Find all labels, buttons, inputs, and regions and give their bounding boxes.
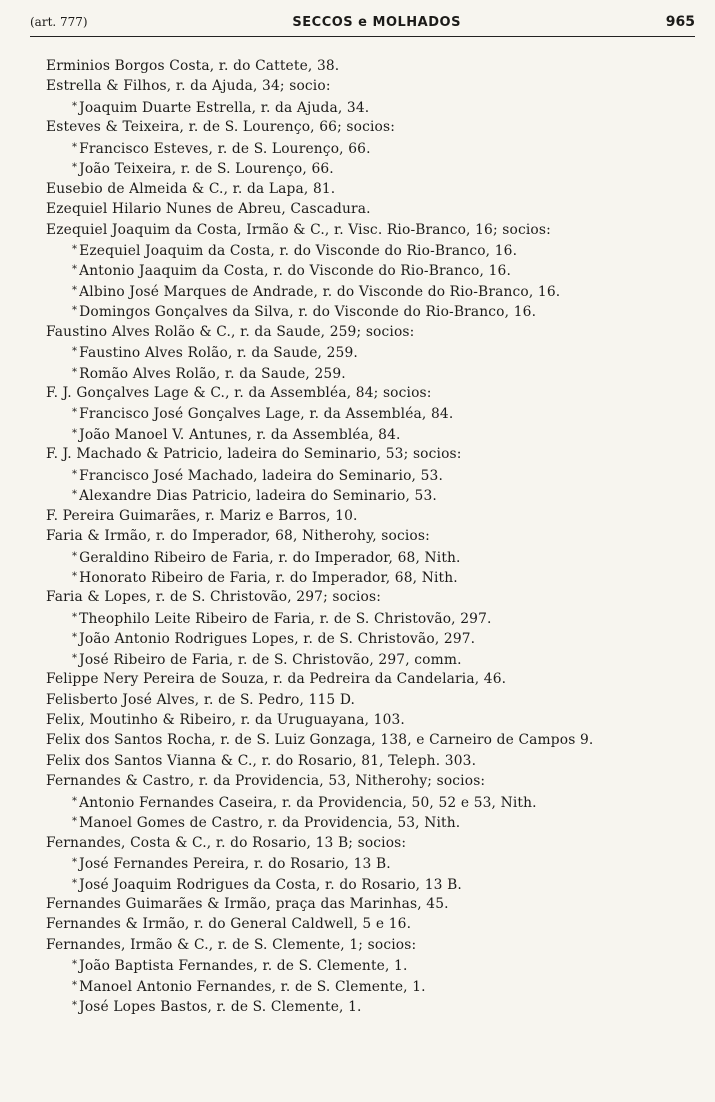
partner-entry: * João Antonio Rodrigues Lopes, r. de S. Christovão, 297. — [46, 628, 696, 648]
partner-entry: * Manoel Gomes de Castro, r. da Providencia, 53, Nith. — [46, 812, 696, 832]
page-number: 965 — [665, 14, 695, 30]
firm-entry: Fernandes & Irmão, r. do General Caldwell, 5 e 16. — [46, 916, 412, 933]
directory-entries — [46, 56, 696, 1017]
firm-entry: Faustino Alves Rolão & C., r. da Saude, 259; socios: — [46, 323, 415, 340]
partner-entry: * Antonio Jaaquim da Costa, r. do Visconde do Rio-Branco, 16. — [46, 260, 696, 280]
firm-entry: Faria & Lopes, r. de S. Christovão, 297; socios: — [46, 589, 382, 606]
partner-entry: * João Teixeira, r. de S. Lourenço, 66. — [46, 158, 696, 178]
firm-entry: Felisberto José Alves, r. de S. Pedro, 115 D. — [46, 691, 356, 708]
partner-entry: * Domingos Gonçalves da Silva, r. do Visconde do Rio-Branco, 16. — [46, 301, 696, 321]
firm-entry: Felippe Nery Pereira de Souza, r. da Pedreira da Candelaria, 46. — [46, 671, 507, 688]
partner-entry: * João Manoel V. Antunes, r. da Assembléa, 84. — [46, 424, 696, 444]
firm-entry: Ezequiel Joaquim da Costa, Irmão & C., r. Visc. Rio-Branco, 16; socios: — [46, 221, 551, 238]
partner-entry: * Ezequiel Joaquim da Costa, r. do Visconde do Rio-Branco, 16. — [46, 240, 696, 260]
firm-entry: Estrella & Filhos, r. da Ajuda, 34; socio: — [46, 78, 331, 95]
firm-entry: Esteves & Teixeira, r. de S. Lourenço, 66; socios: — [46, 119, 396, 136]
partner-entry: * Antonio Fernandes Caseira, r. da Providencia, 50, 52 e 53, Nith. — [46, 792, 696, 812]
partner-entry: * José Fernandes Pereira, r. do Rosario, 13 B. — [46, 853, 696, 873]
firm-entry: Faria & Irmão, r. do Imperador, 68, Nitherohy, socios: — [46, 528, 430, 545]
partner-entry: * José Ribeiro de Faria, r. de S. Christovão, 297, comm. — [46, 649, 696, 669]
partner-entry: * Geraldino Ribeiro de Faria, r. do Imperador, 68, Nith. — [46, 547, 696, 567]
partner-entry: * Faustino Alves Rolão, r. da Saude, 259. — [46, 342, 696, 362]
partner-entry: * João Baptista Fernandes, r. de S. Clemente, 1. — [46, 955, 696, 975]
article-reference: (art. 777) — [30, 15, 88, 29]
partner-entry: * Manoel Antonio Fernandes, r. de S. Clemente, 1. — [46, 976, 696, 996]
firm-entry: Fernandes & Castro, r. da Providencia, 53, Nitherohy; socios: — [46, 773, 486, 790]
firm-entry: F. Pereira Guimarães, r. Mariz e Barros, 10. — [46, 507, 358, 524]
partner-entry: * Honorato Ribeiro de Faria, r. do Imperador, 68, Nith. — [46, 567, 696, 587]
partner-entry: * Joaquim Duarte Estrella, r. da Ajuda, 34. — [46, 97, 696, 117]
firm-entry: Erminios Borgos Costa, r. do Cattete, 38. — [46, 58, 340, 74]
section-title: SECCOS e MOLHADOS — [292, 14, 461, 30]
firm-entry: Fernandes, Costa & C., r. do Rosario, 13 B; socios: — [46, 834, 407, 851]
firm-entry: Fernandes Guimarães & Irmão, praça das Marinhas, 45. — [46, 895, 449, 912]
firm-entry: Ezequiel Hilario Nunes de Abreu, Cascadura. — [46, 201, 371, 218]
firm-entry: Fernandes, Irmão & C., r. de S. Clemente, 1; socios: — [46, 936, 417, 953]
partner-entry: * Francisco José Gonçalves Lage, r. da Assembléa, 84. — [46, 403, 696, 423]
firm-entry: Eusebio de Almeida & C., r. da Lapa, 81. — [46, 180, 336, 197]
firm-entry: Felix, Moutinho & Ribeiro, r. da Uruguayana, 103. — [46, 712, 405, 728]
partner-entry: * José Lopes Bastos, r. de S. Clemente, 1. — [46, 996, 696, 1016]
header-divider — [30, 36, 695, 37]
firm-entry: F. J. Machado & Patricio, ladeira do Seminario, 53; socios: — [46, 446, 462, 463]
page-header — [30, 10, 695, 34]
partner-entry: * Francisco José Machado, ladeira do Seminario, 53. — [46, 465, 696, 485]
partner-entry: * Theophilo Leite Ribeiro de Faria, r. de S. Christovão, 297. — [46, 608, 696, 628]
partner-entry: * Francisco Esteves, r. de S. Lourenço, 66. — [46, 138, 696, 158]
firm-entry: Felix dos Santos Rocha, r. de S. Luiz Gonzaga, 138, e Carneiro de Campos 9. — [46, 732, 594, 749]
partner-entry: * Romão Alves Rolão, r. da Saude, 259. — [46, 363, 696, 383]
partner-entry: * Alexandre Dias Patricio, ladeira do Seminario, 53. — [46, 485, 696, 505]
firm-entry: Felix dos Santos Vianna & C., r. do Rosario, 81, Teleph. 303. — [46, 752, 477, 769]
partner-entry: * José Joaquim Rodrigues da Costa, r. do Rosario, 13 B. — [46, 874, 696, 894]
firm-entry: F. J. Gonçalves Lage & C., r. da Assembléa, 84; socios: — [46, 385, 432, 401]
partner-entry: * Albino José Marques de Andrade, r. do Visconde do Rio-Branco, 16. — [46, 281, 696, 301]
